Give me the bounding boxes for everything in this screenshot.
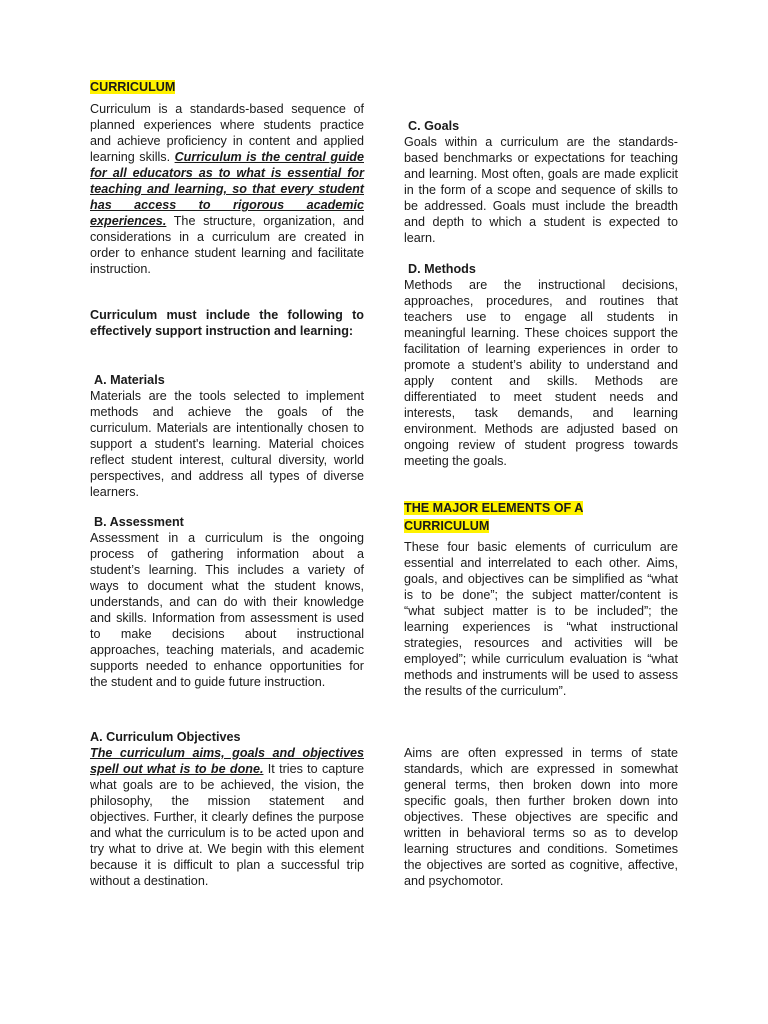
goals-heading: C. Goals (408, 119, 460, 133)
objectives-text: It tries to capture what goals are to be achieved, the vision, the philosophy, the mission statement and objectives. Further, it clearly defines the purpose and what the curriculum is to be acted upon and try what to drive at. We begin with this element because it is difficult to plan a successful trip without a destination. (90, 762, 364, 888)
objectives-paragraph (90, 745, 364, 889)
intro-text-a: Curriculum is a standards-based sequence of planned experiences where students practice and achieve proficiency in content and applied learning skills. (90, 102, 364, 164)
major-text-2: Aims are often expressed in terms of state standards, which are expressed in somewhat general terms, then broken down into more specific goals, then further broken down into objectives. These objectives are specific and written in behavioral terms so as to develop learning structures and conditions. Sometimes the objectives are sorted as cognitive, affective, and psychomotor. (404, 746, 678, 888)
intro-text-b: The structure, organization, and considerations in a curriculum are created in order to enhance student learning and facilitate instruction. (90, 214, 364, 276)
materials-heading: A. Materials (94, 373, 165, 387)
goals-section (404, 118, 678, 246)
major-text-1: These four basic elements of curriculum are essential and interrelated to each other. Aims, goals, and objectives can be simplified as “what is to be done”; the subject matter/content is “what subject matter is to be included”; the learning experiences is “what instructional strategies, resources and activities will be employed”; while curriculum evaluation is “what methods and instruments will be used to assess the results of the curriculum”. (404, 540, 678, 698)
assessment-heading: B. Assessment (94, 515, 184, 529)
objectives-heading: A. Curriculum Objectives (90, 730, 241, 744)
assessment-section (90, 514, 364, 690)
curriculum-heading-block (90, 78, 364, 96)
major-elements-heading-block (404, 499, 678, 535)
curriculum-intro (90, 101, 364, 277)
materials-section (90, 372, 364, 500)
objectives-emphasis: The curriculum aims, goals and objectives spell out what is to be done. (90, 746, 364, 776)
major-paragraph-1 (404, 539, 678, 699)
assessment-text: Assessment in a curriculum is the ongoing process of gathering information about a student’s learning. This includes a variety of ways to document what the student knows, understands, and can do with their knowledge and skills. Information from assessment is used to make decisions about instructional approaches, teaching materials, and academic supports needed to enhance opportunities for the student and to guide future instruction. (90, 531, 364, 689)
curriculum-intro-paragraph (90, 101, 364, 277)
methods-text: Methods are the instructional decisions, approaches, procedures, and routines that teachers use to engage all students in meaningful learning. These choices support the facilitation of learning experiences in order to promote a student’s ability to understand and apply content and skills. Methods are differentiated to meet student needs and interests, task demands, and learning environment. Methods are adjusted based on ongoing review of student progress towards meeting the goals. (404, 278, 678, 468)
intro-emphasis: Curriculum is the central guide for all educators as to what is essential for teaching and learning, so that every student has access to rigorous academic experiences. (90, 150, 364, 228)
curriculum-heading: CURRICULUM (90, 80, 176, 94)
goals-text: Goals within a curriculum are the standards-based benchmarks or expectations for teaching and learning. Most often, goals are made explicit in the form of a scope and sequence of skills to be addressed. Goals must include the breadth and depth to which a student is expected to learn. (404, 135, 678, 245)
must-include-text: Curriculum must include the following to effectively support instruction and learning: (90, 308, 364, 338)
objectives-section (90, 729, 364, 889)
major-paragraph-2 (404, 745, 678, 889)
major-heading-line-1: THE MAJOR ELEMENTS OF A (404, 501, 584, 515)
must-include-block (90, 307, 364, 339)
methods-section (404, 261, 678, 469)
major-heading-line-2: CURRICULUM (404, 519, 490, 533)
materials-text: Materials are the tools selected to implement methods and achieve the goals of the curriculum. Materials are intentionally chosen to support a student's learning. Material choices reflect student interest, cultural diversity, world perspectives, and address all types of diverse learners. (90, 389, 364, 499)
methods-heading: D. Methods (408, 262, 476, 276)
